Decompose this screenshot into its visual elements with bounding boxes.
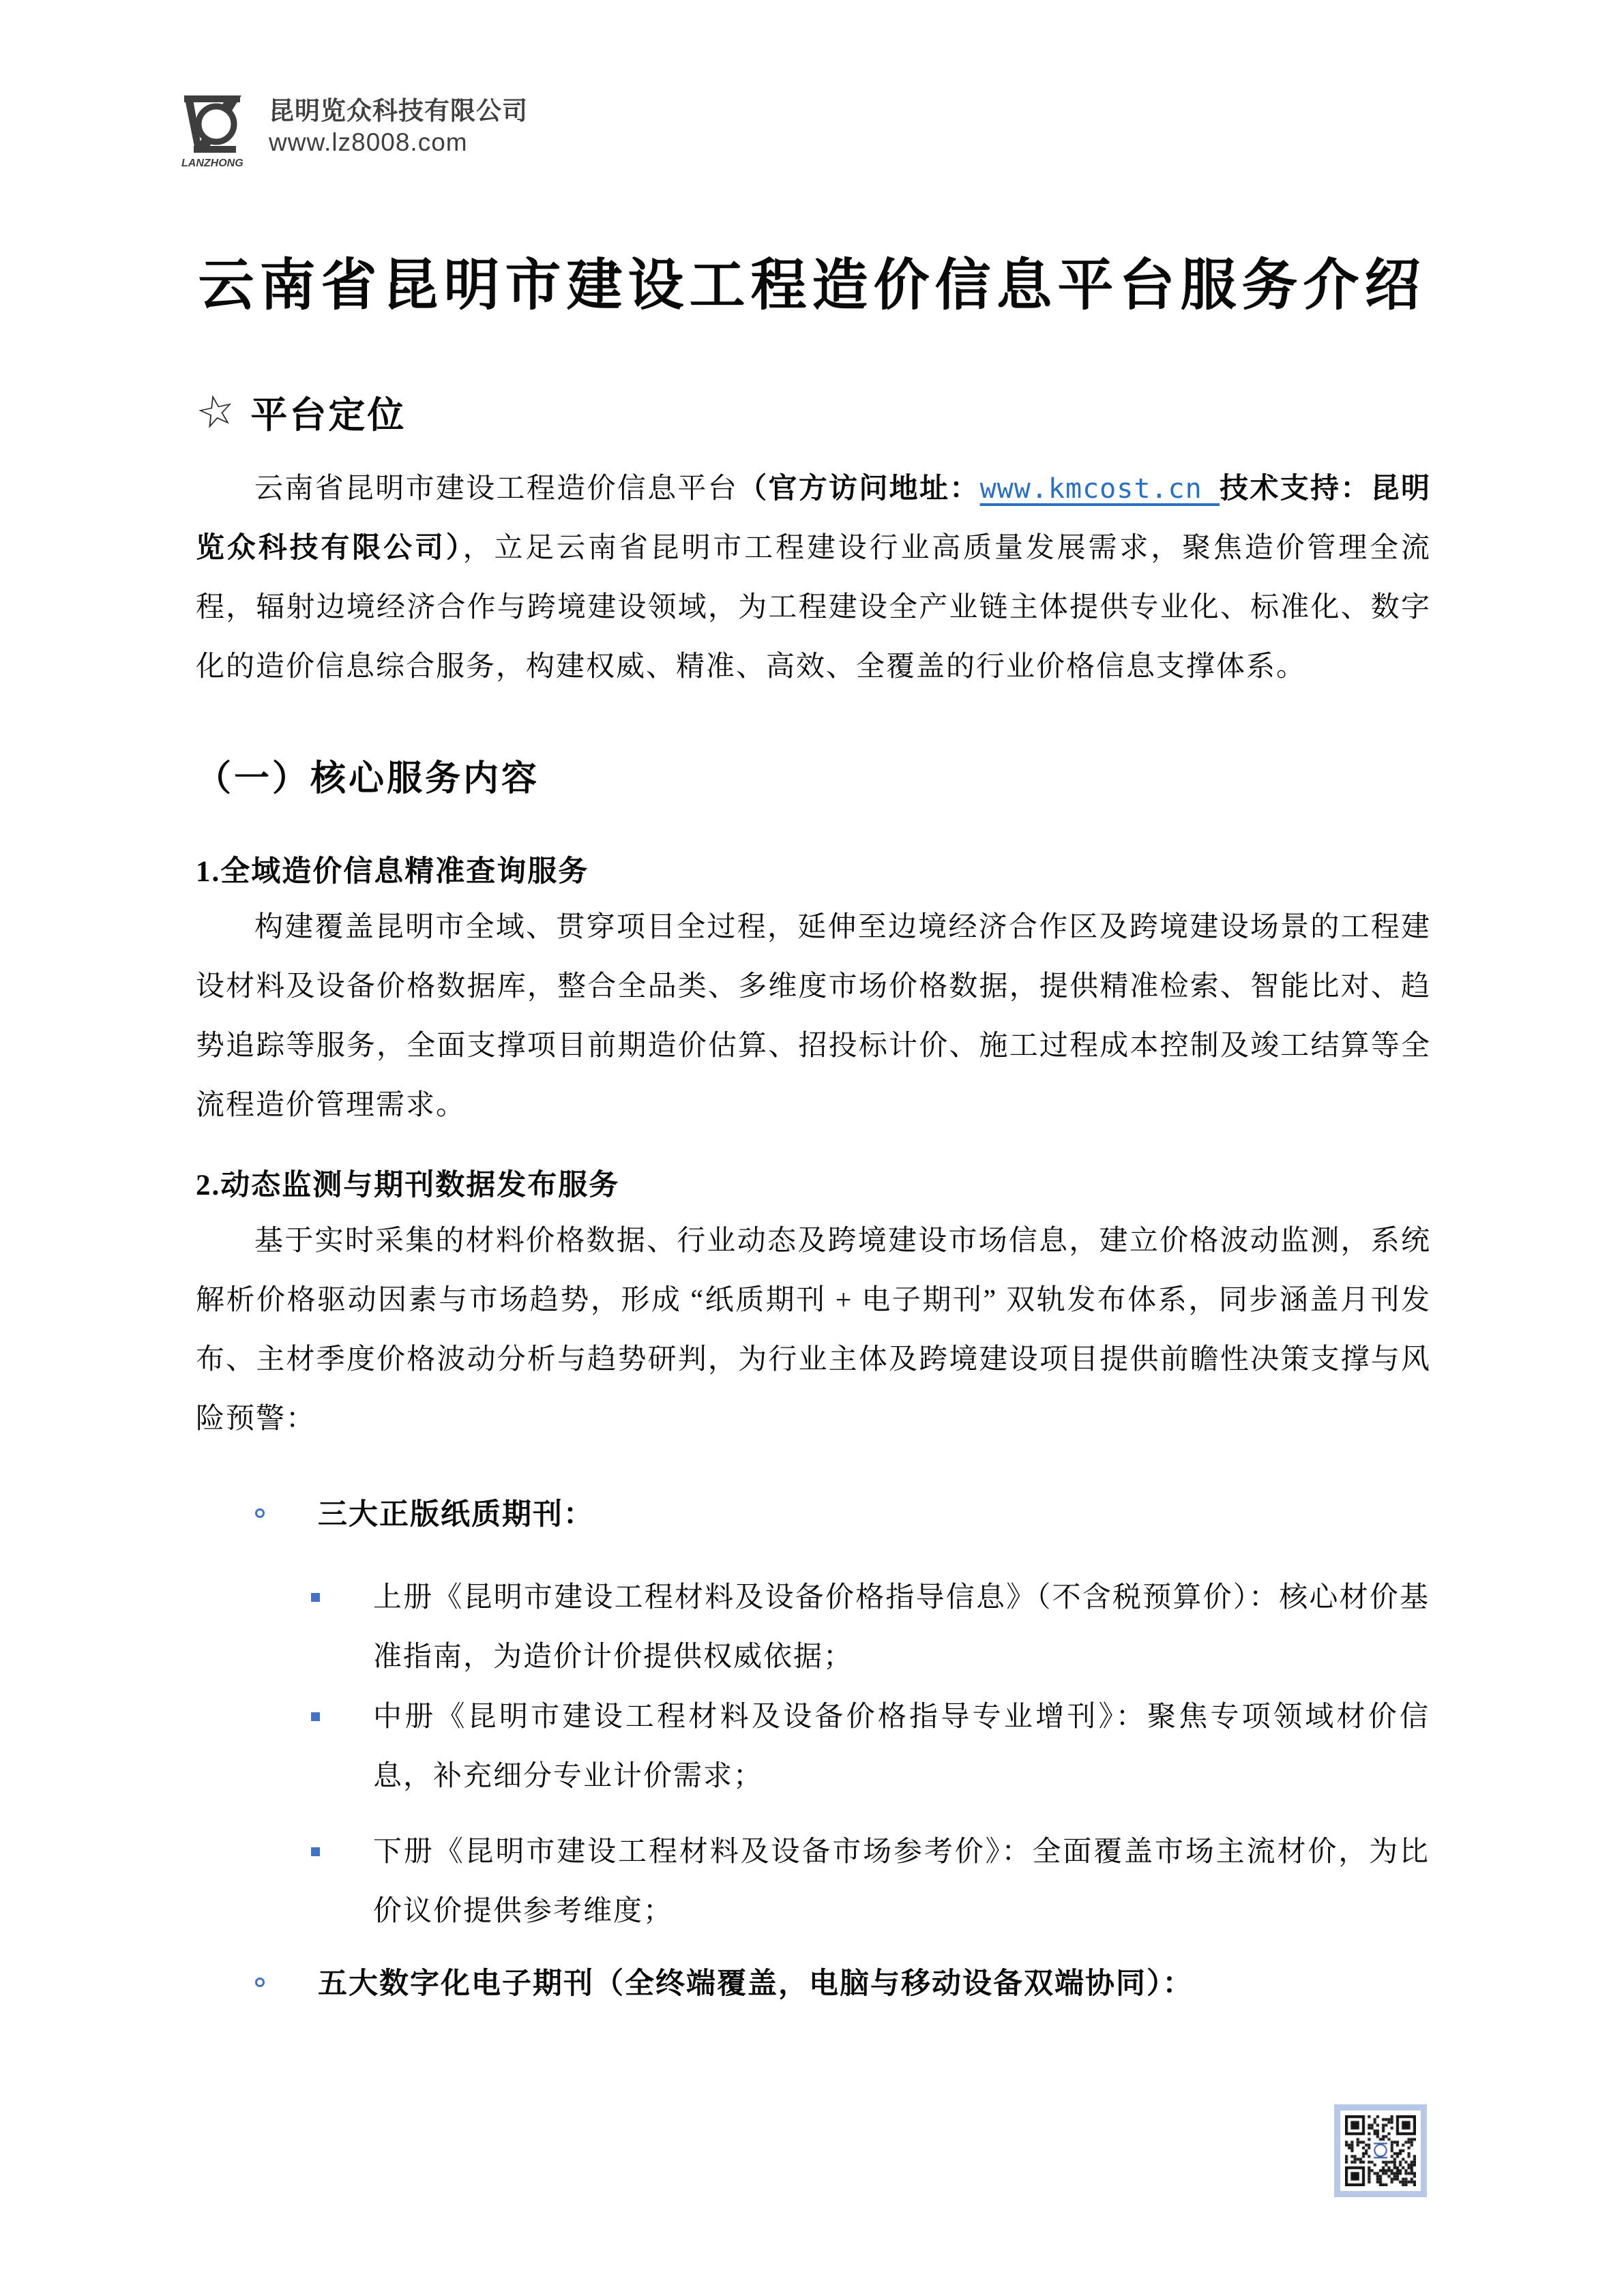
journal-item-volume1: 上册《昆明市建设工程材料及设备价格指导信息》（不含税预算价）：核心材价基准指南，为造价计价提供权威依据； <box>373 1582 1430 1673</box>
subsection-heading-query-service: 1.全域造价信息精准查询服务 <box>196 856 589 888</box>
circle-bullet-icon <box>255 1978 265 1987</box>
star-icon: ☆ <box>192 383 241 440</box>
section-heading-core-services: （一）核心服务内容 <box>196 760 540 799</box>
square-bullet-icon <box>311 1593 320 1602</box>
journal-item-volume3: 下册《昆明市建设工程材料及设备市场参考价》：全面覆盖市场主流材价，为比价议价提供参考维度； <box>373 1836 1430 1927</box>
section-platform-positioning-heading <box>192 383 407 440</box>
lanzhong-logo-icon <box>179 91 255 169</box>
qr-code-inner <box>1340 2111 1421 2191</box>
company-name: 昆明览众科技有限公司 <box>269 97 528 125</box>
section-heading-text: 平台定位 <box>250 394 407 436</box>
monitoring-service-paragraph: 基于实时采集的材料价格数据、行业动态及跨境建设市场信息，建立价格波动监测，系统解析价格驱动因素与市场趋势，形成 “纸质期刊 + 电子期刊” 双轨发布体系，同步涵盖月刊发布、主材季度价格波动分析与趋势研判，为行业主体及跨境建设项目提供前瞻性决策支撑与风险预警： <box>196 1225 1431 1435</box>
circle-bullet-icon <box>255 1508 265 1518</box>
kmcost-website-link[interactable]: www.kmcost.cn <box>979 473 1220 505</box>
company-website: www.lz8008.com <box>269 128 468 156</box>
qr-code <box>1334 2104 1427 2197</box>
square-bullet-icon <box>311 1847 320 1856</box>
qr-code-canvas <box>1345 2115 1416 2186</box>
subsection-heading-monitoring-service: 2.动态监测与期刊数据发布服务 <box>196 1169 620 1202</box>
intro-text-start: 云南省昆明市建设工程造价信息平台 <box>254 473 739 505</box>
square-bullet-icon <box>311 1712 320 1721</box>
intro-paragraph <box>196 460 1431 697</box>
intro-bold-prefix: （官方访问地址： <box>738 473 980 505</box>
document-title: 云南省昆明市建设工程造价信息平台服务介绍 <box>198 254 1426 316</box>
lanzhong-logo-word: LANZHONG <box>181 158 243 169</box>
journal-item-volume2: 中册《昆明市建设工程材料及设备价格指导专业增刊》：聚焦专项领域材价信息，补充细分专业计价需求； <box>373 1701 1430 1792</box>
intro-text-rest: ，立足云南省昆明市工程建设行业高质量发展需求，聚焦造价管理全流程，辐射边境经济合作与跨境建设领域，为工程建设全产业链主体提供专业化、标准化、数字化的造价信息综合服务，构建权威、精准、高效、全覆盖的行业价格信息支撑体系。 <box>196 533 1431 683</box>
bullet-paper-journals: 三大正版纸质期刊： <box>318 1499 594 1531</box>
bullet-digital-journals: 五大数字化电子期刊（全终端覆盖，电脑与移动设备双端协同）： <box>318 1968 1194 2000</box>
intro-bold-suffix: 技术支持：昆明览众科技有限公司） <box>196 473 1431 564</box>
query-service-paragraph: 构建覆盖昆明市全域、贯穿项目全过程，延伸至边境经济合作区及跨境建设场景的工程建设材料及设备价格数据库，整合全品类、多维度市场价格数据，提供精准检索、智能比对、趋势追踪等服务，全面支撑项目前期造价估算、招投标计价、施工过程成本控制及竣工结算等全流程造价管理需求。 <box>196 912 1431 1121</box>
company-logo <box>179 91 528 169</box>
